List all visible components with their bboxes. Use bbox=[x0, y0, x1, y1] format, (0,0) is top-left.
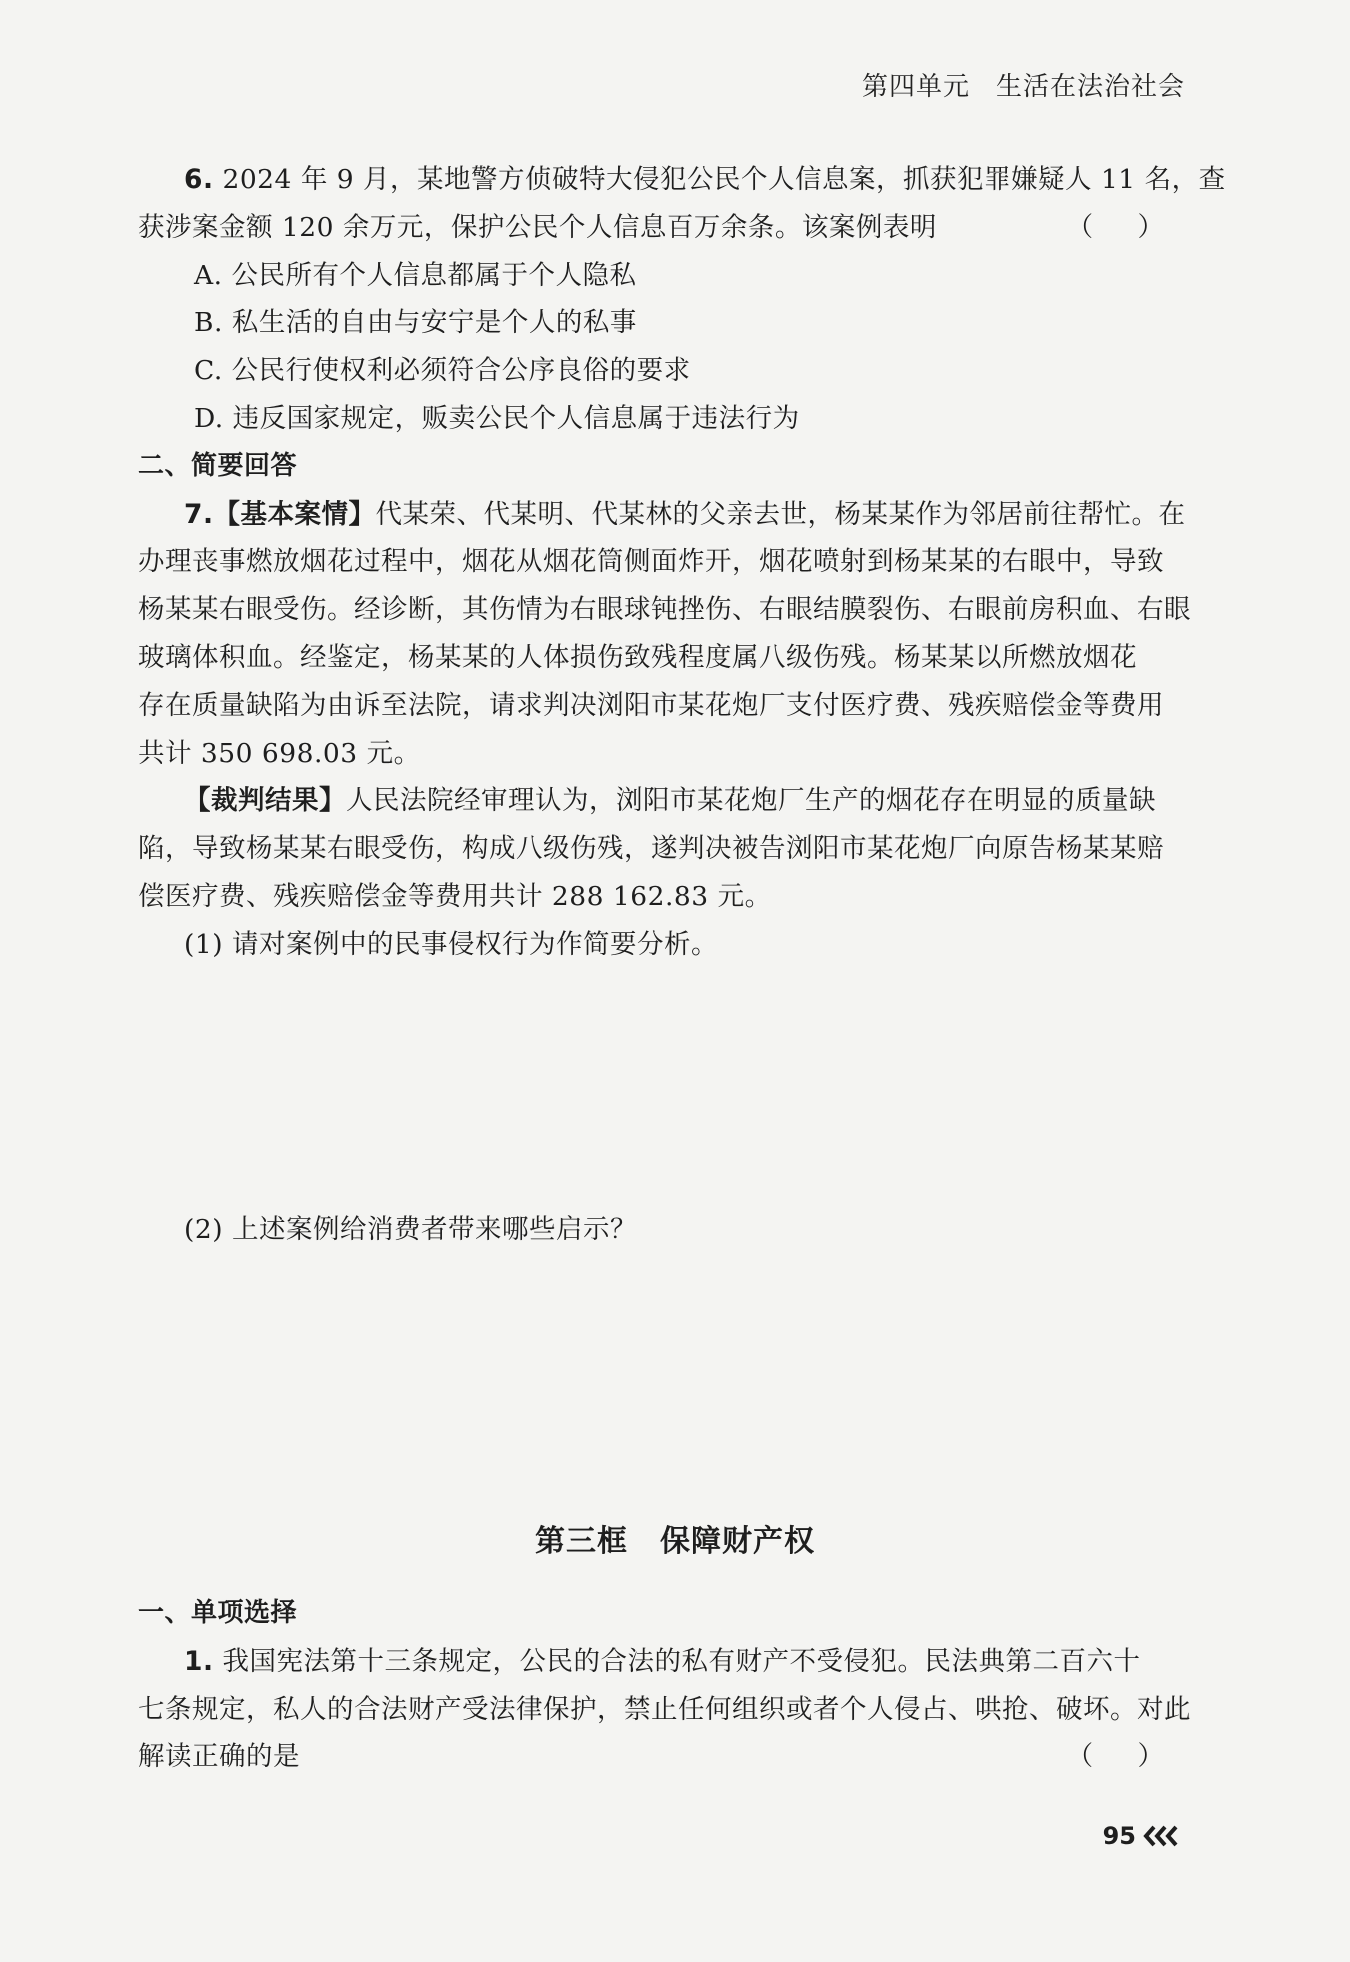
q1-answer-bracket[interactable]: （ ） bbox=[1066, 1741, 1182, 1773]
result-label: 【裁判结果】 bbox=[184, 785, 346, 817]
page-number: 95 bbox=[1102, 1822, 1136, 1850]
q1-stem-text-3: 解读正确的是 bbox=[138, 1741, 300, 1773]
frame-name: 保障财产权 bbox=[660, 1524, 815, 1559]
q1-stem-text-1: 我国宪法第十三条规定，公民的合法的私有财产不受侵犯。民法典第二百六十 bbox=[222, 1645, 1141, 1677]
result-text-2: 陷，导致杨某某右眼受伤，构成八级伤残，遂判决被告浏阳市某花炮厂向原告杨某某赔 bbox=[138, 833, 1164, 865]
q6-number: 6. bbox=[184, 164, 214, 195]
q1-number: 1. bbox=[184, 1645, 214, 1677]
case-text-4: 玻璃体积血。经鉴定，杨某某的人体损伤致残程度属八级伤残。杨某某以所燃放烟花 bbox=[138, 641, 1137, 673]
answer-space-2[interactable] bbox=[138, 1260, 1182, 1490]
case-text-3: 杨某某右眼受伤。经诊断，其伤情为右眼球钝挫伤、右眼结膜裂伤、右眼前房积血、右眼 bbox=[138, 594, 1191, 626]
running-header bbox=[862, 66, 1185, 103]
q1-stem-text-2: 七条规定，私人的合法财产受法律保护，禁止任何组织或者个人侵占、哄抢、破坏。对此 bbox=[138, 1693, 1191, 1725]
option-c[interactable]: C. 公民行使权利必须符合公序良俗的要求 bbox=[194, 355, 691, 387]
answer-bracket[interactable]: （ ） bbox=[1066, 211, 1182, 243]
result-text-1: 人民法院经审理认为，浏阳市某花炮厂生产的烟花存在明显的质量缺 bbox=[346, 785, 1156, 817]
sub-question-2: (2) 上述案例给消费者带来哪些启示？ bbox=[184, 1214, 637, 1245]
q6-stem-line-2 bbox=[138, 204, 1182, 252]
frame-title bbox=[0, 1516, 1350, 1560]
option-a[interactable]: A. 公民所有个人信息都属于个人隐私 bbox=[194, 259, 637, 291]
case-label: 【基本案情】 bbox=[213, 498, 376, 530]
q7-number: 7. bbox=[184, 498, 214, 530]
case-text-1: 代某荣、代某明、代某林的父亲去世，杨某某作为邻居前往帮忙。在 bbox=[375, 498, 1186, 530]
result-text-3: 偿医疗费、残疾赔偿金等费用共计 288 162.83 元。 bbox=[138, 880, 772, 912]
answer-space-1[interactable] bbox=[138, 975, 1182, 1200]
q7-case-line-1 bbox=[138, 491, 1186, 539]
question-6 bbox=[138, 156, 1226, 969]
sub-question-2-block bbox=[138, 1206, 1182, 1254]
case-text-6: 共计 350 698.03 元。 bbox=[138, 737, 421, 769]
q6-stem-text-2: 获涉案金额 120 余万元，保护公民个人信息百万余条。该案例表明 bbox=[138, 211, 937, 243]
page-footer bbox=[1103, 1822, 1182, 1850]
case-text-5: 存在质量缺陷为由诉至法院，请求判决浏阳市某花炮厂支付医疗费、残疾赔偿金等费用 bbox=[138, 689, 1164, 721]
option-b[interactable]: B. 私生活的自由与安宁是个人的私事 bbox=[194, 307, 637, 339]
q1-stem-line-1 bbox=[138, 1638, 1182, 1686]
triple-chevron-left-icon bbox=[1142, 1824, 1182, 1848]
option-d[interactable]: D. 违反国家规定，贩卖公民个人信息属于违法行为 bbox=[194, 402, 800, 434]
section-heading-single-choice: 一、单项选择 bbox=[138, 1598, 298, 1628]
header-title: 生活在法治社会 bbox=[995, 72, 1185, 102]
header-unit: 第四单元 bbox=[861, 72, 970, 102]
q6-stem-text-1: 2024 年 9 月，某地警方侦破特大侵犯公民个人信息案，抓获犯罪嫌疑人 11 名，查 bbox=[222, 164, 1226, 195]
case-text-2: 办理丧事燃放烟花过程中，烟花从烟花筒侧面炸开，烟花喷射到杨某某的右眼中，导致 bbox=[138, 546, 1164, 578]
sub-question-1: (1) 请对案例中的民事侵权行为作简要分析。 bbox=[184, 928, 718, 960]
question-1 bbox=[138, 1590, 1191, 1781]
section-heading-short-answer: 二、简要回答 bbox=[138, 450, 298, 481]
result-line-1 bbox=[138, 777, 1182, 825]
q1-stem-line-3 bbox=[138, 1733, 1182, 1781]
q6-stem-line-1 bbox=[138, 156, 1226, 204]
frame-label: 第三框 bbox=[535, 1524, 628, 1559]
